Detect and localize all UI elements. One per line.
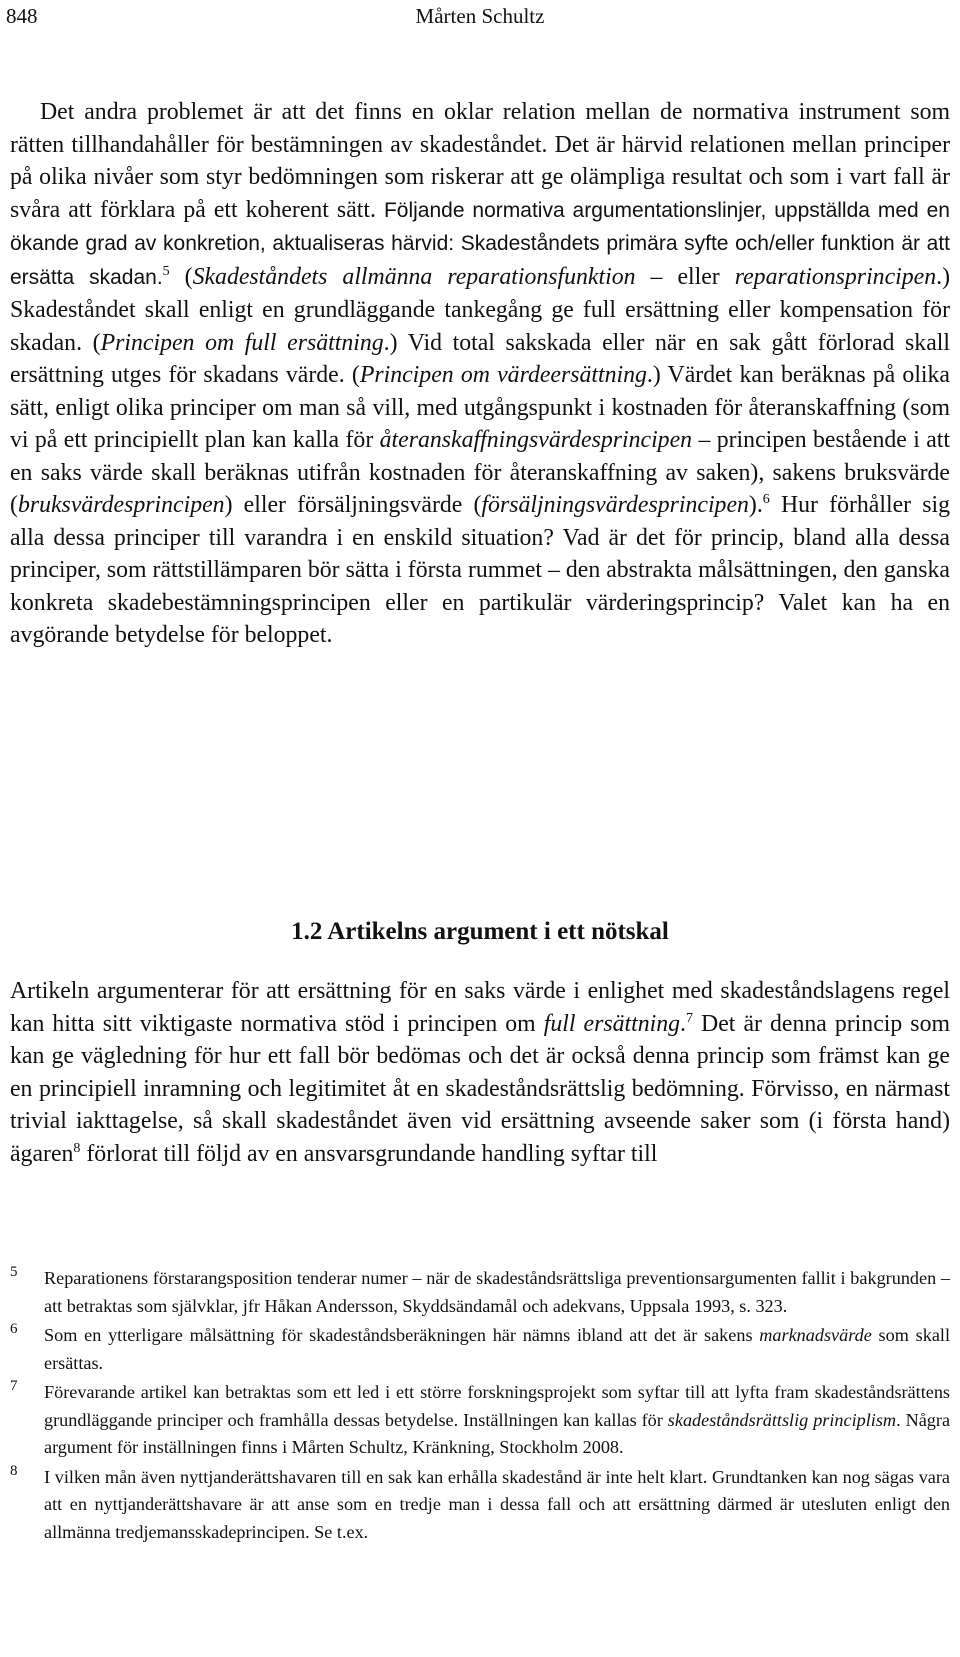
footnote-number: 8 (10, 1462, 18, 1479)
footnote-text: I vilken mån även nyttjanderättshavaren till en sak kan erhålla skadestånd är inte helt klart. Grundtanken kan nog sägas vara att en nyttjanderättshavare är att anse som en tredje man i dessa fall och att ersättning därmed är utesluten enligt den allmänna tredjemansskadeprincipen. Se t.ex. (44, 1466, 950, 1542)
text-run: Artikeln argumenterar för att ersättning för en saks värde i enlighet med skadeståndslagens regel kan hitta sitt viktigaste normativa stöd i principen om (10, 978, 950, 1037)
text-run: ). (748, 492, 763, 518)
footnote-ref-5: 5 (162, 263, 170, 279)
term-italic: återanskaffningsvärdesprincipen (379, 427, 693, 453)
footnote-number: 6 (10, 1321, 18, 1337)
text-run: – eller (635, 263, 735, 290)
footnote-term-italic: marknadsvärde (759, 1325, 872, 1345)
footnote-number: 7 (10, 1378, 18, 1394)
text-run: ( (169, 263, 193, 290)
text-run-sans: Följande normativa argumentationslinjer, uppställda med en ökande grad av konkretion, aktualiseras härvid: Skadeståndets primära syfte och/eller funktion är att ersätta skadan. (10, 198, 950, 289)
text-run: .) Värdet kan beräknas på olika sätt, enligt olika principer om man så vill, med utgångspunkt i kostnaden för återanskaffning (som vi på ett principiellt plan kan kalla för (10, 362, 950, 453)
page-number: 848 (6, 4, 38, 28)
footnote-text: Reparationens förstarangsposition tenderar numer – när de skadeståndsrättsliga preventionsargumenten fallit i bakgrunden – att betraktas som självklar, jfr Håkan Andersson, Skyddsändamål och adekvans, Uppsala 1993, s. 323. (44, 1268, 950, 1316)
text-run: Hur förhåller sig alla dessa principer till varandra i en enskild situation? Vad är det för princip, bland alla dessa principer, som rättstillämparen bör sätta i första rummet – den abstrakta målsättningen, den ganska konkreta skadebestämningsprincipen eller en partikulär värderingsprincip? Valet kan ha en avgörande betydelse för beloppet. (10, 492, 950, 648)
footnote-ref-8: 8 (73, 1140, 81, 1156)
term-italic: bruksvärdesprincipen (17, 492, 225, 518)
footnote-6 (10, 1322, 950, 1377)
footnote-5 (10, 1265, 950, 1320)
term-italic: försäljningsvärdesprincipen (481, 492, 749, 518)
term-italic: Principen om full ersättning (100, 329, 384, 356)
footnotes (10, 1265, 950, 1548)
footnote-text: Förevarande artikel kan betraktas som ett led i ett större forskningsprojekt som syftar till att lyfta fram skadeståndsrättens grundläggande principer och framhålla dessas betydelse. Inställningen kan kallas för (44, 1382, 950, 1430)
body-paragraph-2 (10, 975, 950, 1170)
body-paragraph-1 (10, 96, 950, 652)
text-run: . (680, 1010, 686, 1037)
text-run: förlorat till följd av en ansvarsgrundande handling syftar till (80, 1140, 658, 1167)
footnote-7 (10, 1379, 950, 1462)
text-run: .) Vid total sakskada eller när en sak gått förlorad skall ersättning utges för skadans värde. ( (10, 329, 950, 388)
text-run: – principen bestående i att en saks värde skall beräknas utifrån kostnaden för återanskaffning av saken), sakens bruksvärde ( (10, 427, 950, 518)
text-run: .) Skadeståndet skall enligt en grundläggande tankegång ge full ersättning eller kompensation för skadan. ( (10, 263, 950, 356)
term-italic: Skadeståndets allmänna reparationsfunktion (192, 263, 636, 290)
text-run: Det andra problemet är att det finns en oklar relation mellan de normativa instrument som rätten tillhandahåller för bestämningen av skadeståndet. Det är härvid relationen mellan principer på olika nivåer som styr bedömningen som riskerar att ge olämpliga resultat och som i vart fall är svåra att förklara på ett koherent sätt. (10, 99, 950, 223)
running-head-author: Mårten Schultz (415, 4, 545, 28)
footnote-text: . Några argument för inställningen finns i Mårten Schultz, Kränkning, Stockholm 2008. (44, 1409, 951, 1457)
footnote-text: Som en ytterligare målsättning för skadeståndsberäkningen här nämns ibland att det är sakens (44, 1325, 760, 1345)
term-italic: reparationsprincipen (734, 263, 937, 290)
footnote-ref-7: 7 (686, 1010, 693, 1026)
section-heading: 1.2 Artikelns argument i ett nötskal (291, 918, 669, 945)
running-head (0, 0, 960, 40)
term-italic: Principen om värdeersättning (359, 362, 647, 388)
footnote-term-italic: skadeståndsrättslig principlism (667, 1409, 897, 1430)
text-run: ) eller försäljningsvärde ( (224, 492, 482, 518)
text-run: Det är denna princip som kan ge vägledning för hur ett fall bör bedömas och det är också denna princip som främst kan ge en principiell inramning och legitimitet åt en skadeståndsrättslig bedömning. Förvisso, en närmast trivial iakttagelse, så skall skadeståndet även vid ersättning avseende saker som (i första hand) ägaren (10, 1010, 950, 1167)
footnote-ref-6: 6 (762, 492, 770, 508)
footnote-number: 5 (10, 1264, 18, 1280)
footnote-text: som skall ersättas. (44, 1325, 950, 1373)
term-italic: full ersättning (543, 1010, 681, 1037)
footnote-8 (10, 1464, 950, 1547)
